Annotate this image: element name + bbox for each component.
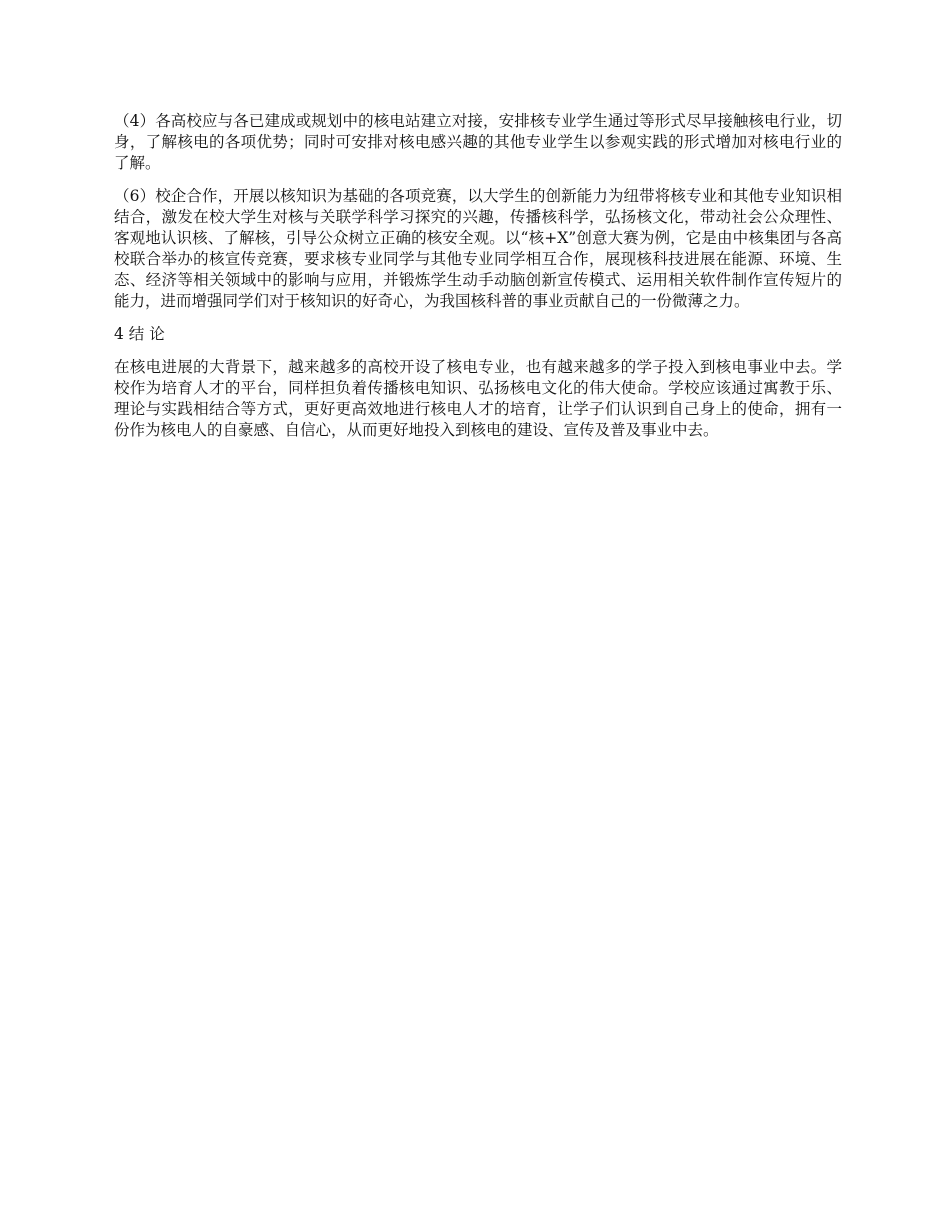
document-page bbox=[114, 111, 842, 453]
section-heading-conclusion: 4 结 论 bbox=[114, 325, 165, 343]
conclusion-paragraph: 在核电进展的大背景下，越来越多的高校开设了核电专业，也有越来越多的学子投入到核电事业中去。学校作为培育人才的平台，同样担负着传播核电知识、弘扬核电文化的伟大使命。学校应该通过寓教于乐、理论与实践相结合等方式，更好更高效地进行核电人才的培育，让学子们认识到自己身上的使命，拥有一份作为核电人的自豪感、自信心，从而更好地投入到核电的建设、宣传及普及事业中去。 bbox=[114, 358, 842, 439]
paragraph-item-4: （4）各高校应与各已建成或规划中的核电站建立对接，安排核专业学生通过等形式尽早接触核电行业，切身，了解核电的各项优势；同时可安排对核电感兴趣的其他专业学生以参观实践的形式增加对核电行业的了解。 bbox=[114, 112, 842, 172]
paragraph-item-6: （6）校企合作，开展以核知识为基础的各项竞赛，以大学生的创新能力为纽带将核专业和其他专业知识相结合，激发在校大学生对核与关联学科学习探究的兴趣，传播核科学，弘扬核文化，带动社会公众理性、客观地认识核、了解核，引导公众树立正确的核安全观。以“核+X”创意大赛为例，它是由中核集团与各高校联合举办的核宣传竞赛，要求核专业同学与其他专业同学相互合作，展现核科技进展在能源、环境、生态、经济等相关领域中的影响与应用，并锻炼学生动手动脑创新宣传模式、运用相关软件制作宣传短片的能力，进而增强同学们对于核知识的好奇心，为我国核科普的事业贡献自己的一份微薄之力。 bbox=[114, 187, 842, 310]
